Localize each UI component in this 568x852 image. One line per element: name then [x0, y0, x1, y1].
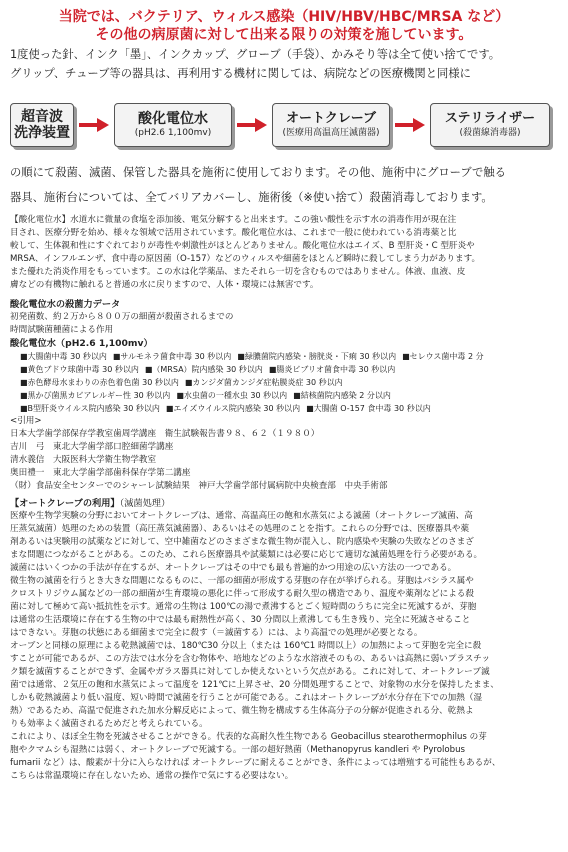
- autoclave-section: [10, 497, 558, 783]
- result-item: ■カンジダ菌カンジダ症粘膜炎症 30 秒以内: [184, 378, 343, 387]
- result-item: ■赤色酵母水まわりの赤色着色菌 30 秒以内: [20, 378, 179, 387]
- autoclave-line: 胞やクマムシも湿熱には弱く、オートクレーブで死滅する。一部の超好熱菌（Methanopyrus kandleri や Pyrolobus: [10, 745, 466, 755]
- autoclave-line: 熱）であるため、高温で促進された加水分解反応によって、微生物を構成する生体高分子の分解が促進される分、乾熱よ: [10, 706, 474, 716]
- citations: [10, 415, 558, 493]
- result-item: ■緑膿菌院内感染・膀胱炎・下痢 30 秒以内: [237, 352, 397, 361]
- autoclave-line: まな問題につながることがある。このため、これら医療器具や試薬類には必要に応じて適切な滅菌処理を行う必要がある。: [10, 550, 483, 560]
- result-item: ■黄色ブドウ球菌中毒 30 秒以内: [20, 365, 139, 374]
- citation-line: 日本大学歯学部保存学教室歯周学講座 衛生試験報告書９８、６２（１９８０）: [10, 429, 320, 439]
- autoclave-line: こちらは常温環境に存在しないため、通常の操作で気にする必要はない。: [10, 771, 294, 781]
- autoclave-line: 微生物の滅菌を行うとき大きな問題になるものに、一部の細菌が形成する芽胞の存在が挙げられる。芽胞はバシラス属や: [10, 576, 474, 586]
- result-item: ■（MRSA）院内感染 30 秒以内: [144, 365, 263, 374]
- flow-step-electrolyzed-water: [114, 103, 232, 147]
- autoclave-line: 医療や生物学実験の分野においてオートクレーブは、通常、高温高圧の飽和水蒸気による滅菌（オートクレーブ滅菌、高: [10, 511, 473, 521]
- autoclave-line: 圧蒸気滅菌）処理のための装置（高圧蒸気滅菌器）、あるいはその処理のことを指す。これらの分野では、医療器具や薬: [10, 524, 470, 534]
- citation-line: （財）食品安全センターでのシャーレ試験結果 神戸大学歯学部付属病院中央検査部 中央手術部: [10, 481, 388, 491]
- after-flow-line-1: の順にて殺菌、滅菌、保管した器具を施術に使用しております。その他、施術中にグローブで触る: [10, 166, 506, 179]
- intro-line-2: グリップ、チューブ等の器具は、再利用する機材に関しては、病院などの医療機関と同様に: [10, 67, 471, 80]
- results-row: [20, 402, 558, 415]
- result-item: ■サルモネラ菌食中毒 30 秒以内: [112, 352, 232, 361]
- flow-step-ultrasonic-title-1: 超音波: [21, 109, 63, 125]
- autoclave-line: これにより、ほぼ全生物を死滅させることができる。代表的な高耐久性生物である Geobacillus stearothermophilus の芽: [10, 732, 487, 742]
- autoclave-title-sub: （滅菌処理）: [119, 498, 171, 509]
- autoclave-title-main: 【オートクレーブの利用】: [10, 498, 120, 509]
- data-section-note: 初発菌数、約２万から８００万の細菌が殺菌されるまでの: [10, 312, 234, 322]
- results-row: [20, 376, 558, 389]
- electrolyzed-water-line: また優れた消炎作用をもっています。この水は化学薬品、またそれら一切を含むものではありません。体液、血液、皮: [10, 267, 466, 277]
- flow-step-autoclave-title: オートクレーブ: [285, 111, 377, 126]
- electrolyzed-water-section: [10, 214, 558, 292]
- electrolyzed-water-line: MRSA、インフルエンザ、食中毒の原因菌（O-157）などのウィルスや細菌をほとんど瞬時に殺してしまう力があります。: [10, 254, 481, 264]
- flow-step-autoclave-sub: (医療用高温高圧滅菌器): [282, 128, 380, 138]
- electrolyzed-water-line: 較して、生体親和性にすぐれておりが毒性や刺激性がほとんどありません。酸化電位水はエイズ、B 型肝炎・C 型肝炎や: [10, 241, 475, 251]
- flow-step-electrolyzed-water-title: 酸化電位水: [138, 111, 208, 127]
- flow-step-ultrasonic-title-2: 洗浄装置: [14, 125, 70, 141]
- electrolyzed-water-line: 【酸化電位水】水道水に微量の食塩を添加後、電気分解すると出来ます。この強い酸性を示す水の消毒作用が現在注: [10, 215, 457, 225]
- result-item: ■黒かび菌黒カビアレルギー性 30 秒以内: [20, 391, 171, 400]
- after-flow-line-2: 器具、施術台については、全てバリアカバーし、施術後（※使い捨て）殺菌消毒しております。: [10, 191, 493, 204]
- citation-line: <引用>: [10, 416, 42, 426]
- flow-arrow-icon: [232, 118, 272, 132]
- autoclave-line: 菌に対して極めて高い抵抗性を示す。通常の生物は 100℃の湯で煮沸するとごく短時間のうちに完全に死滅するが、芽胞: [10, 602, 477, 612]
- autoclave-line: はできない。芽胞の状態にある細菌まで完全に殺す（＝滅菌する）には、より高温での処理が必要となる。: [10, 628, 423, 638]
- citation-line: 清水義信 大阪医科大学衛生物学教室: [10, 455, 157, 465]
- results-row: [20, 350, 558, 363]
- result-item: ■大腸菌中毒 30 秒以内: [20, 352, 107, 361]
- bactericidal-results: [20, 350, 558, 415]
- flow-step-sterilizer: [430, 103, 550, 147]
- autoclave-line: 滅菌にはいくつかの手法が存在するが、オートクレーブはその中でも最も普遍的かつ用途の広い方法の一つである。: [10, 563, 457, 573]
- flow-step-sterilizer-sub: (殺菌線消毒器): [459, 128, 521, 138]
- flow-step-electrolyzed-water-sub: (pH2.6 1,100mv): [134, 128, 212, 138]
- intro-line-1: 1度使った針、インク「墨」、インクカップ、グローブ（手袋）、かみそり等は全て使い捨てです。: [10, 48, 501, 61]
- autoclave-line: fumarii など）は、酸素が十分に入らなければ オートクレーブに耐えることができ、条件によっては増殖する可能性もあるが、: [10, 758, 501, 768]
- electrolyzed-water-line: 膚などの有機物に触れると普通の水に戻りますので、人体・環境には無害です。: [10, 280, 319, 290]
- results-row: [20, 363, 558, 376]
- autoclave-line: ク類を滅菌することができず、金属やガラス器具に対してしか使えないという欠点がある。これに対して、オートクレーブ滅: [10, 667, 490, 677]
- result-item: ■水虫菌の一種水虫 30 秒以内: [176, 391, 288, 400]
- result-item: ■エイズウイルス院内感染 30 秒以内: [165, 404, 301, 413]
- flow-step-ultrasonic: [10, 103, 74, 147]
- autoclave-line: 剤あるいは実験用の試薬などに対して、空中雑菌などのさまざまな微生物が混入し、院内感染や実験の失敗などのさまざ: [10, 537, 474, 547]
- autoclave-line: しかも乾熱滅菌より低い温度、短い時間で滅菌を行うことが可能である。これはオートクレーブが水分存在下での加熱（湿: [10, 693, 483, 703]
- result-item: ■腸炎ビブリオ菌食中毒 30 秒以内: [268, 365, 396, 374]
- headline-line-2: その他の病原菌に対して出来る限りの対策を施しています。: [95, 27, 473, 43]
- autoclave-line: オーブンと同様の原理による乾熱滅菌では、180℃30 分以上（または 160℃1 時間以上）の加熱によって芽胞を完全に殺: [10, 641, 482, 651]
- flow-step-sterilizer-title: ステリライザー: [444, 111, 536, 126]
- autoclave-body: [10, 510, 558, 783]
- citation-line: 奥田禮一 東北大学歯学部歯科保存学第二講座: [10, 468, 191, 478]
- result-item: ■大腸菌 O-157 食中毒 30 秒以内: [306, 404, 431, 413]
- autoclave-title: [10, 497, 558, 510]
- flow-arrow-icon: [74, 118, 114, 132]
- autoclave-line: すことが可能であるが、この方法では水分を含む物体や、培地などのような水溶液そのもの、あるいは高熱に弱いプラスチッ: [10, 654, 491, 664]
- electrolyzed-water-line: 目され、医療分野を始め、様々な領域で活用されています。酸化電位水は、これまで一般に使われている消毒薬と比: [10, 228, 457, 238]
- flow-step-autoclave: [272, 103, 390, 147]
- autoclave-line: は通常の生活環境に存在する生物の中では最も耐熱性が高く、30 分間以上煮沸しても生き残り、完全に死滅させること: [10, 615, 471, 625]
- citation-line: 吉川 弓 東北大学歯学部口腔細菌学講座: [10, 442, 174, 452]
- result-item: ■セレウス菌中毒 2 分: [402, 352, 484, 361]
- data-section-subtitle: 酸化電位水（pH2.6 1,100mv）: [10, 338, 153, 349]
- data-section-title: 酸化電位水の殺菌力データ: [10, 299, 121, 310]
- autoclave-line: 菌では通常、２気圧の飽和水蒸気によって温度を 121℃に上昇させ、20 分間処理することで、対象物の水分を保持したまま、: [10, 680, 499, 690]
- result-item: ■B型肝炎ウイルス院内感染 30 秒以内: [20, 404, 160, 413]
- sterilization-flow: [10, 96, 558, 154]
- headline-line-1: 当院では、バクテリア、ウィルス感染（HIV/HBV/HBC/MRSA など）: [58, 9, 510, 25]
- bactericidal-data-section: [10, 298, 558, 493]
- flow-arrow-icon: [390, 118, 430, 132]
- result-item: ■結核菌院内感染 2 分以内: [293, 391, 391, 400]
- results-row: [20, 389, 558, 402]
- data-section-note: 時間試験菌種菌による作用: [10, 325, 114, 335]
- autoclave-line: りも効率よく滅菌されるためだと考えられている。: [10, 719, 208, 729]
- page: [10, 0, 558, 783]
- autoclave-line: クロストリジウム属などの一部の細菌が生育環境の悪化に伴って形成する耐久型の構造であり、温度や薬剤などによる殺: [10, 589, 474, 599]
